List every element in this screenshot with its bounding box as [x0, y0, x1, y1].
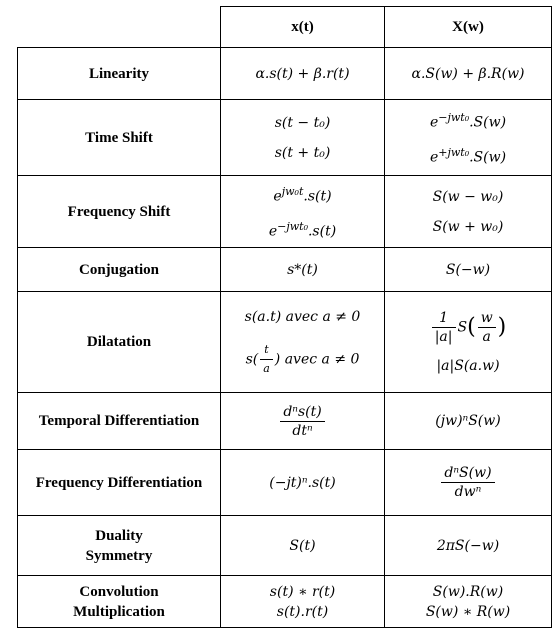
property-name: Time Shift [18, 100, 221, 176]
property-name-line: Multiplication [73, 603, 165, 620]
time-expression-line: s(t) ∗ r(t) [269, 583, 336, 600]
property-name: Linearity [18, 48, 221, 100]
fourier-properties-table [17, 6, 552, 628]
table-row [18, 292, 552, 393]
property-name-line: Duality [95, 527, 143, 544]
table-row [18, 176, 552, 248]
property-name [18, 576, 221, 628]
frequency-expression [385, 176, 552, 248]
time-expression: S(t) [221, 516, 385, 576]
property-name: Conjugation [18, 248, 221, 292]
frequency-expression [385, 576, 552, 628]
frequency-expression-line: $e^{-jwt_0}.S(w)$ [429, 110, 507, 131]
table-row [18, 450, 552, 516]
frequency-expression-line: S(w) ∗ R(w) [425, 603, 511, 620]
property-name: Dilatation [18, 292, 221, 393]
frequency-expression-line: S(w − w₀) [432, 188, 504, 205]
time-expression-line: $e^{jw_0t}.s(t)$ [273, 184, 332, 205]
time-expression [221, 393, 385, 450]
table-row [18, 248, 552, 292]
corner-cell [18, 7, 221, 48]
header-row [18, 7, 552, 48]
table-row [18, 576, 552, 628]
fraction: $\frac{w}{a}$ [478, 309, 496, 346]
frequency-expression: α.S(w) + β.R(w) [385, 48, 552, 100]
property-name: Frequency Shift [18, 176, 221, 248]
frequency-expression: (jw)ⁿS(w) [385, 393, 552, 450]
time-expression: (−jt)ⁿ.s(t) [221, 450, 385, 516]
time-expression-line: $e^{-jwt_0}.s(t)$ [268, 219, 337, 240]
fraction: $\frac{1}{|a|}$ [432, 309, 456, 346]
frequency-expression [385, 100, 552, 176]
time-expression-line: s(t).r(t) [276, 603, 329, 620]
time-expression [221, 100, 385, 176]
property-name [18, 516, 221, 576]
table-row [18, 100, 552, 176]
property-name-line: Convolution [79, 583, 159, 600]
frequency-expression: 2πS(−w) [385, 516, 552, 576]
time-expression-line: s( $\frac{t}{a}$ ) avec a ≠ 0 [225, 341, 380, 378]
property-name: Temporal Differentiation [18, 393, 221, 450]
time-expression [221, 176, 385, 248]
header-frequency-domain: X(w) [385, 7, 552, 48]
frequency-expression-line: S(w).R(w) [432, 583, 504, 600]
time-expression-line: s(a.t) avec a ≠ 0 [244, 308, 361, 325]
time-expression: α.s(t) + β.r(t) [221, 48, 385, 100]
fraction: $\frac{\text{dⁿS(w)}}{\text{dwⁿ}}$ [441, 464, 494, 501]
table-row [18, 393, 552, 450]
time-expression-line: s(t − t₀) [274, 114, 331, 131]
table-row [18, 516, 552, 576]
time-expression [221, 576, 385, 628]
property-name: Frequency Differentiation [18, 450, 221, 516]
time-expression: s*(t) [221, 248, 385, 292]
frequency-expression: S(−w) [385, 248, 552, 292]
header-time-domain: x(t) [221, 7, 385, 48]
time-expression [221, 292, 385, 393]
time-expression-line: s(t + t₀) [274, 144, 331, 161]
frequency-expression [385, 450, 552, 516]
fraction: $\frac{t}{a}$ [260, 341, 273, 378]
table-row [18, 48, 552, 100]
frequency-expression-line: |a|S(a.w) [436, 357, 500, 374]
frequency-expression-line: $e^{+jwt_0}.S(w)$ [429, 145, 507, 166]
frequency-expression [385, 292, 552, 393]
fraction: $\frac{\text{dⁿs(t)}}{\text{dtⁿ}}$ [280, 403, 324, 440]
property-name-line: Symmetry [85, 547, 153, 564]
frequency-expression-line: $\frac{1}{|a|}$ S( $\frac{w}{a}$ ) [389, 309, 547, 346]
frequency-expression-line: S(w + w₀) [432, 218, 504, 235]
